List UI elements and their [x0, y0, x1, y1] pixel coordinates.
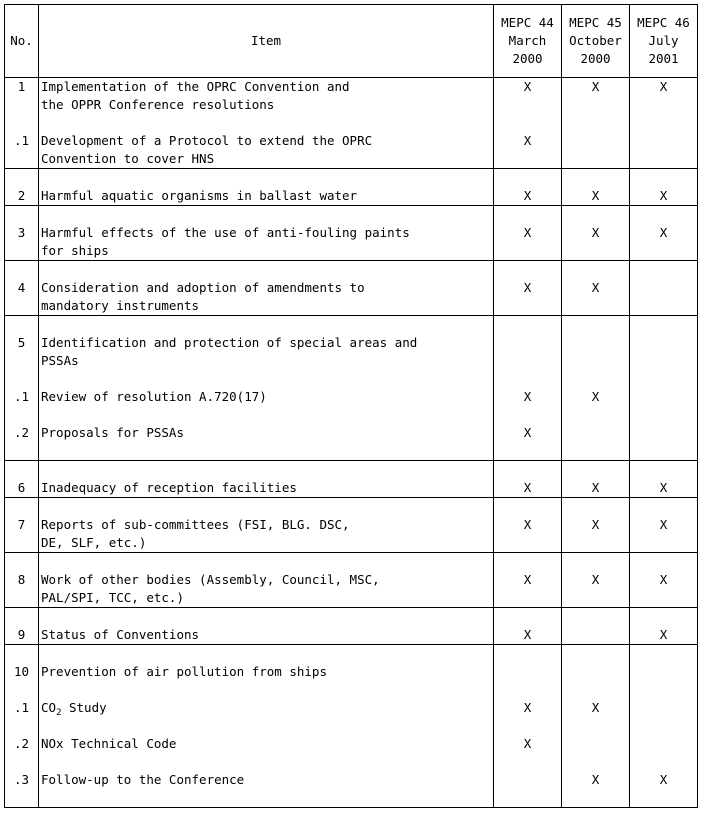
cell-session-2: [562, 169, 630, 206]
cell-no: [5, 78, 39, 169]
cell-session-1: [494, 461, 562, 498]
item-text-subscript: 2: [56, 708, 62, 718]
cell-session-3: [630, 261, 698, 316]
session-mark: X: [659, 772, 668, 787]
session-mark: X: [523, 280, 532, 295]
item-text: Harmful aquatic organisms in ballast water: [41, 188, 358, 203]
cell-session-3: [630, 316, 698, 461]
item-text: Reports of sub-committees (FSI, BLG. DSC,: [41, 517, 350, 532]
item-text: Inadequacy of reception facilities: [41, 480, 297, 495]
item-number: 4: [17, 280, 26, 295]
table-row: [5, 78, 698, 169]
item-text: the OPPR Conference resolutions: [41, 97, 275, 112]
item-text-main: CO: [41, 700, 57, 715]
item-text: Consideration and adoption of amendments to: [41, 280, 365, 295]
cell-session-1: [494, 316, 562, 461]
item-number: 10: [13, 664, 30, 679]
cell-session-1: [494, 169, 562, 206]
item-number: .1: [13, 389, 30, 404]
session-mark: X: [659, 188, 668, 203]
session-mark: X: [659, 225, 668, 240]
session-mark: X: [523, 700, 532, 715]
item-number: .2: [13, 736, 30, 751]
cell-no: [5, 645, 39, 808]
item-number: 8: [17, 572, 26, 587]
session-mark: X: [591, 79, 600, 94]
item-number: 5: [17, 335, 26, 350]
item-number: 3: [17, 225, 26, 240]
session-mark: X: [591, 389, 600, 404]
item-text: NOx Technical Code: [41, 736, 177, 751]
session-mark: X: [591, 225, 600, 240]
cell-no: [5, 316, 39, 461]
item-number: [5, 96, 38, 114]
session-mark: X: [591, 772, 600, 787]
session-mark: X: [659, 517, 668, 532]
cell-no: [5, 608, 39, 645]
header-session-2: MEPC 45 October 2000: [562, 5, 630, 78]
session-mark: X: [591, 188, 600, 203]
work-programme-table: [4, 4, 698, 808]
session-mark: X: [659, 480, 668, 495]
cell-session-3: [630, 461, 698, 498]
table-row: [5, 461, 698, 498]
header-item: Item: [39, 5, 494, 78]
cell-session-1: [494, 608, 562, 645]
cell-session-2: [562, 498, 630, 553]
item-number: [5, 352, 38, 370]
cell-session-1: [494, 78, 562, 169]
header-row: [5, 5, 698, 78]
cell-item: [39, 553, 494, 608]
cell-item: [39, 461, 494, 498]
cell-item: [39, 169, 494, 206]
item-text: for ships: [41, 243, 109, 258]
cell-item: [39, 498, 494, 553]
cell-session-3: [630, 78, 698, 169]
item-text: Review of resolution A.720(17): [41, 389, 267, 404]
cell-no: [5, 498, 39, 553]
item-text: Development of a Protocol to extend the OPRC: [41, 133, 373, 148]
cell-item: [39, 316, 494, 461]
session-mark: X: [523, 517, 532, 532]
item-number: [5, 242, 38, 260]
item-number: .1: [13, 133, 30, 148]
session-mark: X: [591, 572, 600, 587]
cell-item: [39, 645, 494, 808]
item-number: .1: [13, 700, 30, 715]
item-text: Prevention of air pollution from ships: [41, 664, 327, 679]
table-row: [5, 608, 698, 645]
session-mark: X: [523, 225, 532, 240]
table-row: [5, 261, 698, 316]
session-mark: X: [591, 700, 600, 715]
cell-session-2: [562, 78, 630, 169]
cell-session-3: [630, 498, 698, 553]
item-text: Harmful effects of the use of anti-fouling paints: [41, 225, 410, 240]
cell-session-2: [562, 461, 630, 498]
item-number: [5, 589, 38, 607]
session-mark: X: [523, 480, 532, 495]
table-row: [5, 169, 698, 206]
item-text: [39, 699, 493, 717]
cell-session-3: [630, 608, 698, 645]
table-row: [5, 645, 698, 808]
item-text: Work of other bodies (Assembly, Council, MSC,: [41, 572, 380, 587]
session-mark: X: [523, 133, 532, 148]
table-row: [5, 316, 698, 461]
table-row: [5, 553, 698, 608]
cell-session-2: [562, 261, 630, 316]
cell-item: [39, 78, 494, 169]
item-number: [5, 297, 38, 315]
item-text: Status of Conventions: [41, 627, 200, 642]
item-text: Follow-up to the Conference: [41, 772, 245, 787]
cell-item: [39, 206, 494, 261]
cell-session-2: [562, 645, 630, 808]
cell-no: [5, 261, 39, 316]
cell-session-3: [630, 169, 698, 206]
item-text: Implementation of the OPRC Convention and: [41, 79, 350, 94]
session-mark: X: [591, 280, 600, 295]
session-mark: X: [591, 480, 600, 495]
cell-session-1: [494, 553, 562, 608]
item-number: 2: [17, 188, 26, 203]
cell-session-2: [562, 608, 630, 645]
table-row: [5, 206, 698, 261]
item-number: 7: [17, 517, 26, 532]
cell-session-3: [630, 645, 698, 808]
session-mark: X: [523, 736, 532, 751]
cell-item: [39, 608, 494, 645]
item-text: Identification and protection of special areas and: [41, 335, 418, 350]
item-text: PSSAs: [41, 353, 79, 368]
cell-session-2: [562, 206, 630, 261]
item-text: Proposals for PSSAs: [41, 425, 184, 440]
cell-session-2: [562, 553, 630, 608]
session-mark: X: [523, 389, 532, 404]
cell-session-3: [630, 206, 698, 261]
session-mark: X: [523, 79, 532, 94]
item-number: 1: [17, 79, 26, 94]
cell-session-1: [494, 206, 562, 261]
cell-no: [5, 206, 39, 261]
session-mark: X: [591, 517, 600, 532]
session-mark: X: [659, 79, 668, 94]
item-number: 6: [17, 480, 26, 495]
item-number: .2: [13, 425, 30, 440]
cell-item: [39, 261, 494, 316]
cell-session-2: [562, 316, 630, 461]
item-text: mandatory instruments: [41, 298, 200, 313]
cell-session-1: [494, 261, 562, 316]
item-number: [5, 534, 38, 552]
cell-no: [5, 553, 39, 608]
session-mark: X: [523, 572, 532, 587]
cell-session-1: [494, 498, 562, 553]
item-text: Convention to cover HNS: [41, 151, 215, 166]
item-number: [5, 150, 38, 168]
cell-no: [5, 169, 39, 206]
session-mark: X: [659, 572, 668, 587]
table-row: [5, 498, 698, 553]
item-text: PAL/SPI, TCC, etc.): [41, 590, 184, 605]
item-number: .3: [13, 772, 30, 787]
session-mark: X: [523, 627, 532, 642]
header-session-1: MEPC 44 March 2000: [494, 5, 562, 78]
header-session-3: MEPC 46 July 2001: [630, 5, 698, 78]
item-text: DE, SLF, etc.): [41, 535, 147, 550]
cell-no: [5, 461, 39, 498]
cell-session-1: [494, 645, 562, 808]
cell-session-3: [630, 553, 698, 608]
item-text-tail: Study: [61, 700, 107, 715]
header-no: No.: [5, 5, 39, 78]
item-number: 9: [17, 627, 26, 642]
session-mark: X: [659, 627, 668, 642]
session-mark: X: [523, 188, 532, 203]
session-mark: X: [523, 425, 532, 440]
